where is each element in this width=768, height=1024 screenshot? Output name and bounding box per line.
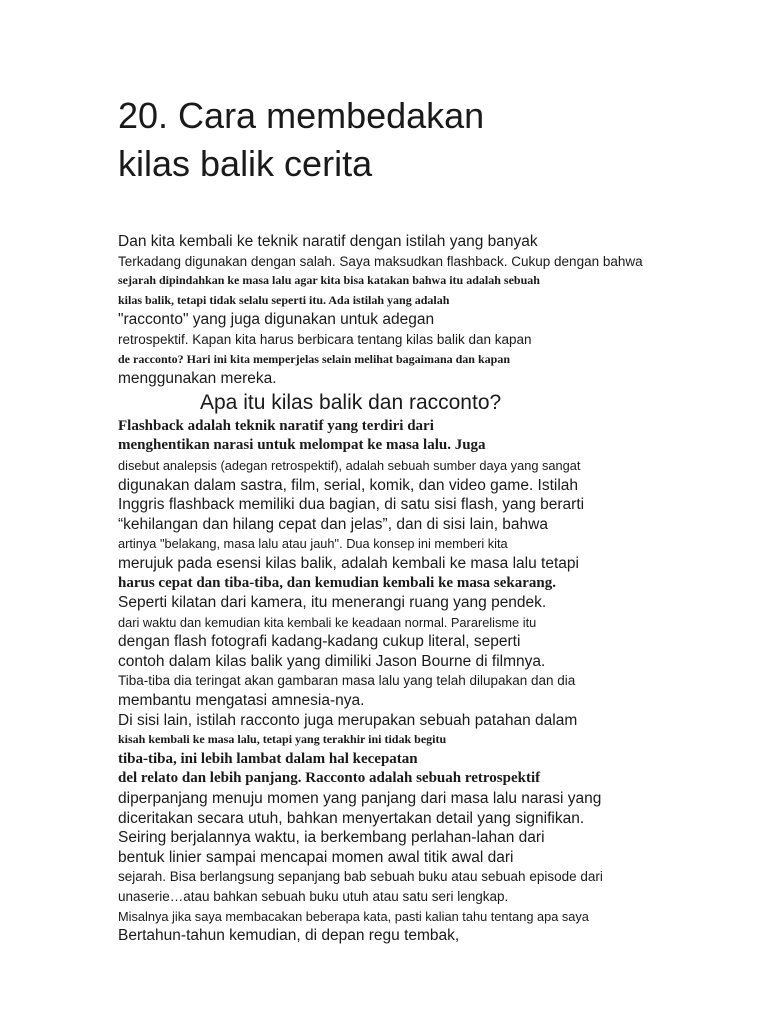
text-line: Misalnya jika saya membacakan beberapa kata, pasti kalian tahu tentang apa saya: [118, 908, 589, 924]
text-line: kilas balik, tetapi tidak selalu seperti itu. Ada istilah yang adalah: [118, 292, 450, 307]
text-line: sejarah. Bisa berlangsung sepanjang bab sebuah buku atau sebuah episode dari: [118, 869, 603, 885]
text-line: sejarah dipindahkan ke masa lalu agar kita bisa katakan bahwa itu adalah sebuah: [118, 273, 540, 288]
text-line: del relato dan lebih panjang. Racconto adalah sebuah retrospektif: [118, 770, 541, 787]
text-line: harus cepat dan tiba-tiba, dan kemudian kembali ke masa sekarang.: [118, 574, 556, 591]
text-line: Dan kita kembali ke teknik naratif dengan istilah yang banyak: [118, 233, 538, 250]
text-line: diceritakan secara utuh, bahkan menyertakan detail yang signifikan.: [118, 809, 585, 827]
text-line: dari waktu dan kemudian kita kembali ke keadaan normal. Pararelisme itu: [118, 614, 537, 630]
text-line: bentuk linier sampai mencapai momen awal titik awal dari: [118, 848, 514, 866]
text-line: Di sisi lain, istilah racconto juga merupakan sebuah patahan dalam: [118, 711, 578, 729]
text-line: “kehilangan dan hilang cepat dan jelas”, dan di sisi lain, bahwa: [118, 515, 548, 533]
text-line: de racconto? Hari ini kita memperjelas selain melihat bagaimana dan kapan: [118, 351, 511, 366]
text-line: retrospektif. Kapan kita harus berbicara tentang kilas balik dan kapan: [118, 331, 532, 347]
text-line: Seperti kilatan dari kamera, itu menerangi ruang yang pendek.: [118, 594, 547, 612]
document-title: [118, 92, 484, 188]
text-line: menghentikan narasi untuk melompat ke masa lalu. Juga: [118, 437, 486, 454]
text-line: disebut analepsis (adegan retrospektif), adalah sebuah sumber daya yang sangat: [118, 457, 581, 473]
text-line: membantu mengatasi amnesia-nya.: [118, 692, 365, 710]
text-line: "racconto" yang juga digunakan untuk adegan: [118, 311, 435, 329]
text-line: digunakan dalam sastra, film, serial, komik, dan video game. Istilah: [118, 476, 579, 494]
title-line-2: kilas balik cerita: [118, 143, 373, 184]
text-line: dengan flash fotografi kadang-kadang cukup literal, seperti: [118, 633, 521, 651]
title-line-1: 20. Cara membedakan: [118, 95, 485, 136]
text-line: diperpanjang menuju momen yang panjang dari masa lalu narasi yang: [118, 790, 602, 808]
text-line: unaserie…atau bahkan sebuah buku utuh atau satu seri lengkap.: [118, 889, 509, 904]
text-line: contoh dalam kilas balik yang dimiliki Jason Bourne di filmnya.: [118, 652, 546, 670]
text-line: Terkadang digunakan dengan salah. Saya maksudkan flashback. Cukup dengan bahwa: [118, 253, 643, 269]
text-line: Flashback adalah teknik naratif yang terdiri dari: [118, 417, 434, 434]
text-line: tiba-tiba, ini lebih lambat dalam hal kecepatan: [118, 750, 418, 767]
text-line: kisah kembali ke masa lalu, tetapi yang terakhir ini tidak begitu: [118, 732, 447, 747]
text-line: Bertahun-tahun kemudian, di depan regu tembak,: [118, 927, 460, 945]
document-body: [118, 232, 738, 946]
section-heading: Apa itu kilas balik dan racconto?: [200, 390, 502, 414]
text-line: Inggris flashback memiliki dua bagian, di satu sisi flash, yang berarti: [118, 496, 585, 514]
text-line: merujuk pada esensi kilas balik, adalah kembali ke masa lalu tetapi: [118, 554, 579, 572]
text-line: artinya "belakang, masa lalu atau jauh". Dua konsep ini memberi kita: [118, 536, 508, 552]
text-line: menggunakan mereka.: [118, 370, 277, 388]
text-line: Seiring berjalannya waktu, ia berkembang perlahan-lahan dari: [118, 829, 545, 847]
text-line: Tiba-tiba dia teringat akan gambaran masa lalu yang telah dilupakan dan dia: [118, 673, 576, 689]
